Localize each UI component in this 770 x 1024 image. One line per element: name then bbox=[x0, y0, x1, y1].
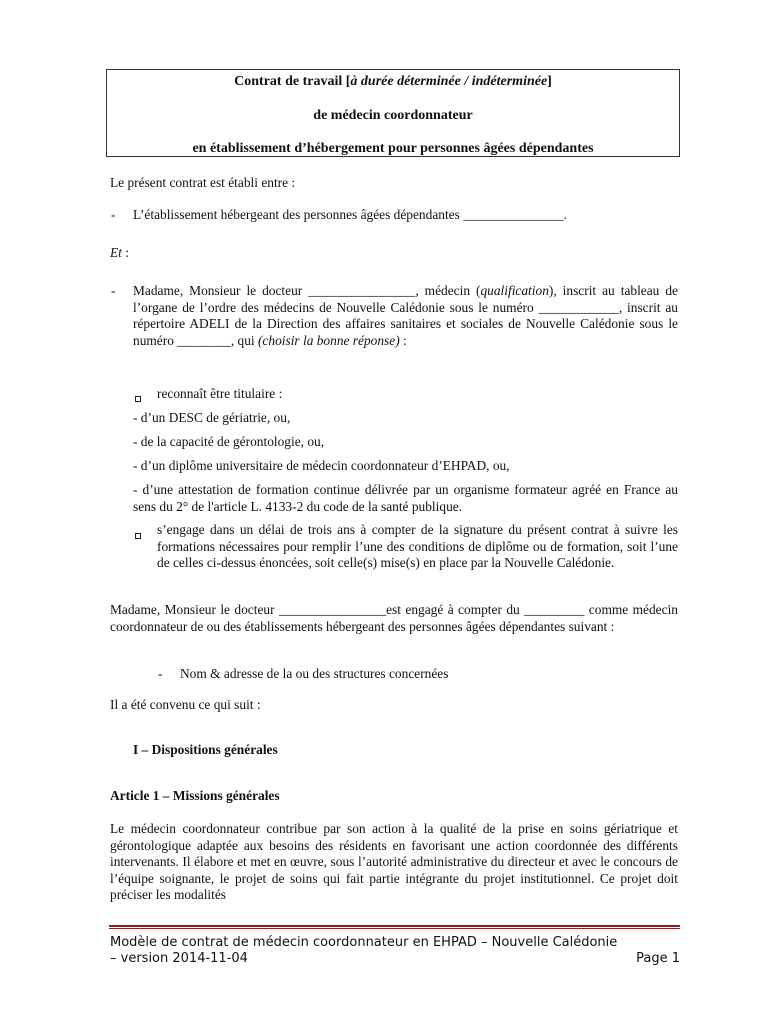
article-body: Le médecin coordonnateur contribue par son action à la qualité de la prise en soins gériatrique et gérontologique adaptée aux besoins des résidents en favorisant une action coordonnée des différents intervenants. Il élabore et met en œuvre, sous l’autorité administrative du directeur et avec le concours de l’équipe soignante, le projet de soins qui fait partie intégrante du projet institutionnel. Ce projet doit préciser les modalités bbox=[110, 821, 678, 902]
bullet-dash: - bbox=[111, 283, 116, 298]
checkbox-icon bbox=[135, 527, 141, 544]
et-colon: : bbox=[121, 245, 129, 260]
footer-title: Modèle de contrat de médecin coordonnateur en EHPAD – Nouvelle Calédonie bbox=[110, 935, 618, 950]
checkbox-icon bbox=[135, 390, 141, 407]
diploma-item: - d’un DESC de gériatrie, ou, bbox=[133, 410, 291, 425]
footer-version: – version 2014-11-04 bbox=[110, 951, 248, 966]
option-commitment: s’engage dans un délai de trois ans à compter de la signature du présent contrat à suivre les formations nécessaires pour remplir l’une des conditions de diplôme ou de formation, soit l’une de celles ci-dessus énoncées, soit celle(s) mise(s) en place par la Nouvelle Calédonie. bbox=[157, 522, 678, 570]
diploma-item: - d’une attestation de formation continue délivrée par un organisme formateur agréé en France au sens du 2° de l'article L. 4133-2 du code de la santé publique. bbox=[133, 482, 678, 514]
party-doctor bbox=[133, 283, 678, 349]
footer-divider bbox=[109, 928, 680, 929]
title-box bbox=[106, 69, 680, 157]
title-duration-choice: à durée déterminée / indéterminée bbox=[350, 74, 548, 89]
title-suffix: ] bbox=[547, 74, 552, 89]
article-heading: Article 1 – Missions générales bbox=[110, 788, 280, 803]
page-number: Page 1 bbox=[636, 951, 680, 966]
party-doctor-text-2: ), inscrit au tableau de l’organe de l’ordre des médecins de Nouvelle Calédonie sous le numéro ____________, inscrit au répertoire ADELI de la Direction des affaires sanitaires et sociales de Nouvelle Calédonie sous le numéro ________, qui bbox=[133, 283, 678, 348]
footer-divider bbox=[109, 925, 680, 927]
title-line-2: de médecin coordonnateur bbox=[313, 108, 473, 123]
option-holder: reconnaît être titulaire : bbox=[157, 386, 283, 401]
intro-text: Le présent contrat est établi entre : bbox=[110, 175, 296, 190]
title-line-3: en établissement d’hébergement pour personnes âgées dépendantes bbox=[192, 141, 594, 156]
diploma-item: - de la capacité de gérontologie, ou, bbox=[133, 434, 325, 449]
agreed-text: Il a été convenu ce qui suit : bbox=[110, 697, 261, 712]
diploma-item: - d’un diplôme universitaire de médecin coordonnateur d’EHPAD, ou, bbox=[133, 458, 510, 473]
et-label bbox=[110, 245, 129, 262]
qualification-placeholder: qualification bbox=[480, 283, 549, 298]
bullet-dash: - bbox=[158, 666, 163, 681]
party-establishment: L’établissement hébergeant des personnes âgées dépendantes _______________. bbox=[133, 207, 567, 222]
title-prefix: Contrat de travail [ bbox=[234, 74, 351, 89]
party-doctor-text-1: Madame, Monsieur le docteur ________________, médecin ( bbox=[133, 283, 481, 298]
engagement-paragraph: Madame, Monsieur le docteur ________________est engagé à compter du _________ comme médecin coordonnateur de ou des établissements hébergeant des personnes âgées dépendantes suivant : bbox=[110, 602, 678, 634]
choose-answer-note: (choisir la bonne réponse) bbox=[257, 332, 400, 348]
et-word: Et bbox=[110, 245, 122, 260]
section-heading: I – Dispositions générales bbox=[133, 742, 278, 757]
party-doctor-text-3: : bbox=[399, 332, 407, 348]
bullet-dash: - bbox=[111, 207, 116, 222]
structures-item: Nom & adresse de la ou des structures concernées bbox=[180, 666, 449, 681]
title-line-1 bbox=[107, 74, 679, 91]
